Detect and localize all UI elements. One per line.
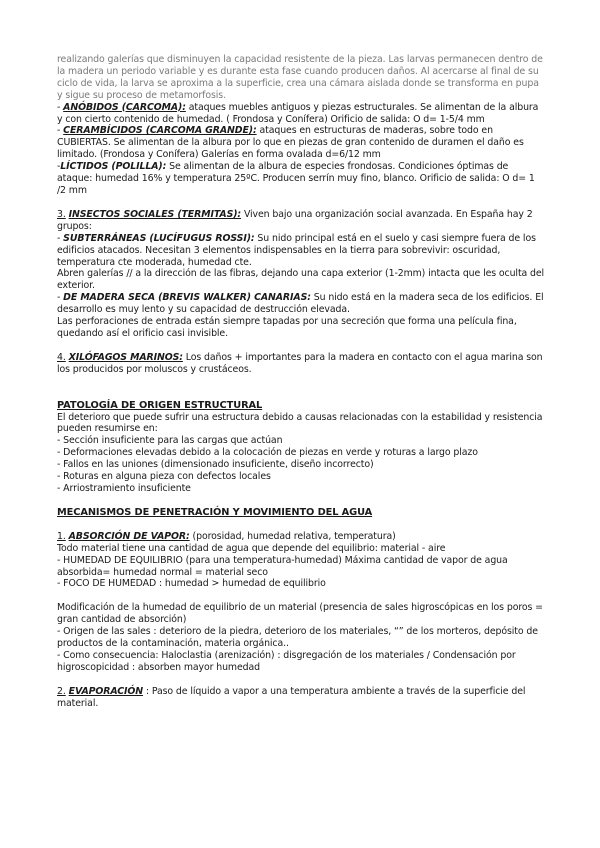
termites-madera-seca-extra: Las perforaciones de entrada están siempre tapadas por una secreción que forma una película fina, quedando así el orificio casi invisible. [57, 316, 517, 339]
sub-text: Su nido principal está en el suelo y casi siempre fuera de los edificios atacados. Necesitan 3 elementos indispensables en la tierra para sobrevivir: oscuridad, temperatura cte moderada, humedad cte. [57, 232, 536, 268]
termites-madera-seca: - DE MADERA SECA (BREVIS WALKER) CANARIAS: Su nido está en la madera seca de los edificios. El desarrollo es muy lento y su capacidad de destrucción elevada. [57, 292, 544, 316]
vapor-heading [57, 531, 545, 543]
vapor-line: Todo material tiene una cantidad de agua que depende del equilibrio: material - aire [57, 542, 446, 554]
vapor-title: ABSORCIÓN DE VAPOR: [68, 530, 190, 542]
evaporation-title: EVAPORACIÓN [68, 685, 144, 697]
structural-item: - Arriostramiento insuficiente [57, 483, 191, 494]
dash: - [57, 101, 64, 113]
structural-item: - Deformaciones elevadas debido a la colocación de piezas en verde y roturas a largo plazo [57, 447, 478, 459]
insect-anobidos [57, 102, 545, 126]
modification-line: - Origen de las sales : deterioro de la piedra, deterioro de los materiales, “” de los morteros, depósito de productos de la contaminación, materia orgánica.. [57, 626, 538, 650]
evaporation-text: : Paso de líquido a vapor a una temperatura ambiente a través de la superficie del material. [57, 685, 526, 709]
section-number: 3. [57, 208, 66, 220]
structural-item: - Sección insuficiente para las cargas que actúan [57, 435, 283, 447]
sub-title: SUBTERRÁNEAS (LUCÍFUGUS ROSSI): [63, 232, 255, 244]
marine-paragraph [57, 352, 545, 376]
termites-heading [57, 209, 545, 233]
vapor-text: (porosidad, humedad relativa, temperatura) [189, 530, 396, 542]
vapor-line: - HUMEDAD DE EQUILIBRIO (para una temperatura-humedad) Máxima cantidad de vapor de agua absorbida= humedad normal = material seco [57, 554, 508, 578]
document-page [57, 54, 545, 710]
structural-item: - Roturas en alguna pieza con defectos locales [57, 471, 271, 483]
dash: - [57, 161, 61, 173]
structural-heading: PATOLOGÍA DE ORIGEN ESTRUCTURAL [57, 399, 263, 411]
termites-subterraneas: - SUBTERRÁNEAS (LUCÍFUGUS ROSSI): Su nido principal está en el suelo y casi siempre fuera de los edificios atacados. Necesitan 3 elementos indispensables en la tierra para sobrevivir: oscuridad, temperatura cte moderada, humedad cte. [57, 232, 536, 268]
insect-cerambicidos [57, 125, 545, 161]
dash: - [57, 125, 64, 137]
termites-title: INSECTOS SOCIALES (TERMITAS): [68, 208, 242, 220]
section-number: 2. [57, 685, 66, 697]
intro-paragraph: realizando galerías que disminuyen la capacidad resistente de la pieza. Las larvas permanecen dentro de la madera un periodo variable y es durante esta fase cuando producen daños. Al acercarse al final de su ciclo de vida, la larva se aproxima a la superficie, crea una cámara aislada donde se transforma en pupa y sigue su proceso de metamorfosis. [57, 54, 543, 101]
section-number: 4. [57, 351, 66, 363]
water-heading: MECANISMOS DE PENETRACIÓN Y MOVIMIENTO DEL AGUA [57, 506, 373, 518]
termites-subterraneas-extra: Abren galerías // a la dirección de las fibras, dejando una capa exterior (1-2mm) intacta que les oculta del exterior. [57, 268, 545, 292]
structural-item: - Fallos en las uniones (dimensionado insuficiente, diseño incorrecto) [57, 459, 374, 471]
modification-line: - Como consecuencia: Haloclastia (arenización) : disgregación de los materiales / Condensación por higroscopicidad : absorben mayor humedad [57, 649, 516, 673]
structural-intro: El deterioro que puede sufrir una estructura debido a causas relacionadas con la estabilidad y resistencia pueden resumirse en: [57, 411, 543, 435]
sub-text: Su nido está en la madera seca de los edificios. El desarrollo es muy lento y su capacidad de destrucción elevada. [57, 292, 544, 316]
insect-lictidos [57, 161, 545, 197]
insect-text: ataques en estructuras de maderas, sobre todo en CUBIERTAS. Se alimentan de la albura por lo que en piezas de gran contenido de duramen el daño es limitado. (Frondosa y Conífera) Galerías en forma ovalada d=6/12 mm [57, 125, 524, 161]
insect-title: LÍCTIDOS (POLILLA): [60, 161, 167, 173]
marine-title: XILÓFAGOS MARINOS: [68, 351, 183, 363]
termites-text: Viven bajo una organización social avanzada. En España hay 2 grupos: [57, 208, 533, 232]
evaporation-paragraph [57, 686, 545, 710]
marine-text: Los daños + importantes para la madera en contacto con el agua marina son los producidos por moluscos y crustáceos. [57, 351, 543, 375]
insect-title: ANÓBIDOS (CARCOMA): [63, 101, 186, 113]
insect-text: Se alimentan de la albura de especies frondosas. Condiciones óptimas de ataque: humedad 16% y temperatura 25ºC. Producen serrín muy fino, blanco. Orificio de salida: O d= 1 /2 mm [57, 161, 535, 196]
vapor-line: - FOCO DE HUMEDAD : humedad > humedad de equilibrio [57, 578, 326, 590]
insect-text: ataques muebles antiguos y piezas estructurales. Se alimentan de la albura y con cierto contenido de humedad. ( Frondosa y Conífera) Orificio de salida: O d= 1-5/4 mm [57, 101, 539, 125]
sub-title: DE MADERA SECA (BREVIS WALKER) CANARIAS: [63, 292, 311, 304]
section-number: 1. [57, 530, 66, 542]
modification-line: Modificación de la humedad de equilibrio de un material (presencia de sales higroscópicas en los poros = gran cantidad de absorción) [57, 602, 543, 626]
insect-title: CERAMBÍCIDOS (CARCOMA GRANDE): [63, 125, 257, 137]
